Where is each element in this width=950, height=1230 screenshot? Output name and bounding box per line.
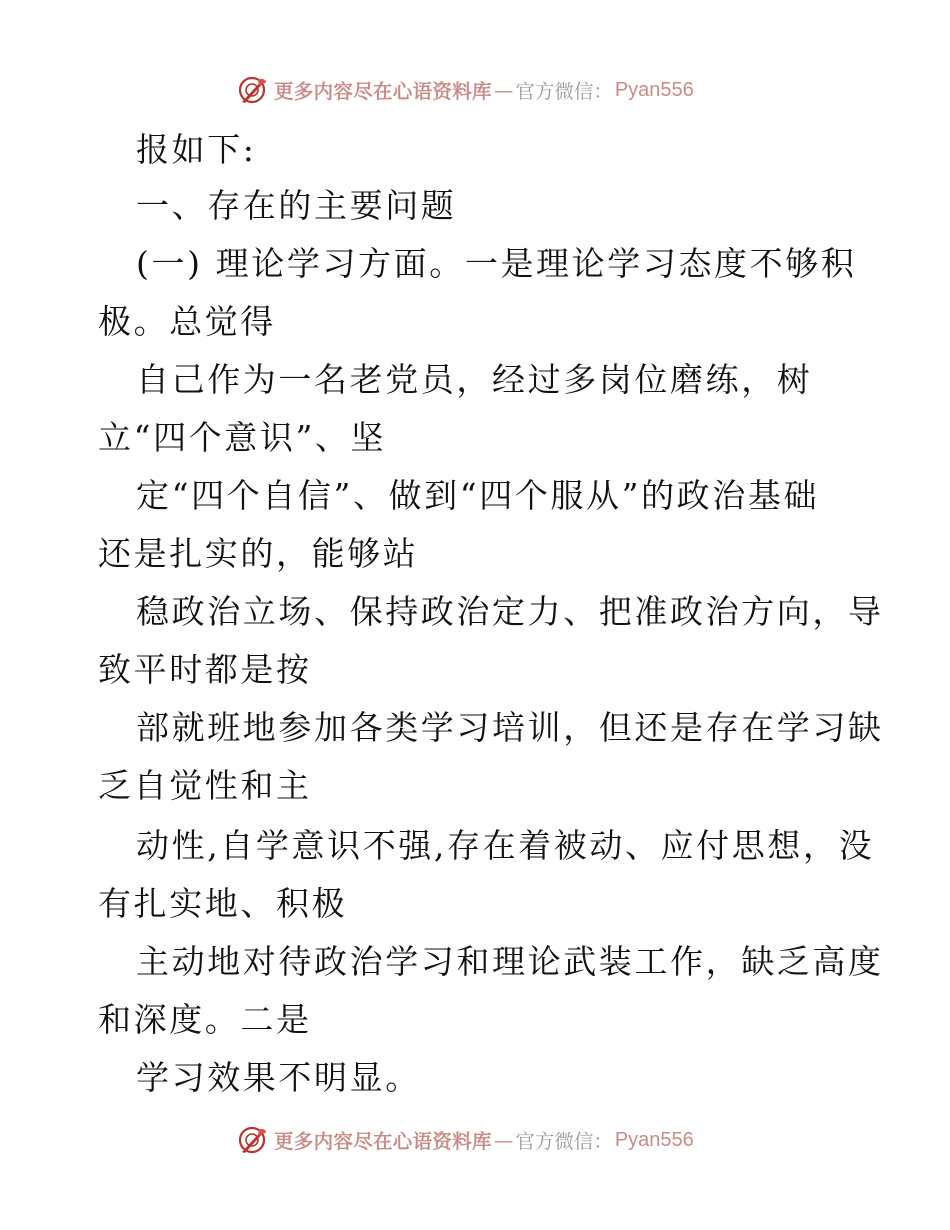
header-watermark bbox=[236, 73, 694, 107]
body-line: 主动地对待政治学习和理论武装工作，缺乏高度 bbox=[136, 942, 884, 981]
body-line: 有扎实地、积极 bbox=[98, 884, 348, 923]
watermark-site-text: 更多内容尽在心语资料库 bbox=[274, 1130, 492, 1153]
footer-watermark bbox=[236, 1123, 694, 1157]
body-line: 自己作为一名老党员，经过多岗位磨练，树 bbox=[136, 360, 813, 399]
body-line: 定“四个自信”、做到“四个服从”的政治基础 bbox=[136, 476, 820, 515]
watermark-label: 官方微信： bbox=[515, 80, 613, 103]
quill-logo-icon bbox=[236, 74, 268, 106]
watermark-dash: — bbox=[493, 78, 514, 102]
body-line: 学习效果不明显。 bbox=[136, 1058, 421, 1097]
body-line: 极。总觉得 bbox=[98, 302, 276, 341]
watermark-wechat-id: Pyan556 bbox=[614, 78, 694, 101]
body-line: 致平时都是按 bbox=[98, 650, 312, 689]
watermark-site-text: 更多内容尽在心语资料库 bbox=[274, 80, 492, 103]
watermark-dash: — bbox=[493, 1128, 514, 1152]
body-line: 和深度。二是 bbox=[98, 1000, 312, 1039]
body-line: 部就班地参加各类学习培训，但还是存在学习缺 bbox=[136, 708, 884, 747]
body-line: 乏自觉性和主 bbox=[98, 766, 312, 805]
body-line: 稳政治立场、保持政治定力、把准政治方向，导 bbox=[136, 592, 884, 631]
watermark-label: 官方微信： bbox=[515, 1130, 613, 1153]
body-line: 立“四个意识”、坚 bbox=[98, 418, 387, 457]
section-heading: 一、存在的主要问题 bbox=[136, 186, 457, 225]
watermark-wechat-id: Pyan556 bbox=[614, 1128, 694, 1151]
body-line: 还是扎实的，能够站 bbox=[98, 534, 419, 573]
body-line: (一) 理论学习方面。一是理论学习态度不够积 bbox=[136, 244, 857, 283]
body-line: 动性,自学意识不强,存在着被动、应付思想，没 bbox=[136, 826, 875, 865]
quill-logo-icon bbox=[236, 1124, 268, 1156]
body-line: 报如下: bbox=[136, 130, 257, 169]
